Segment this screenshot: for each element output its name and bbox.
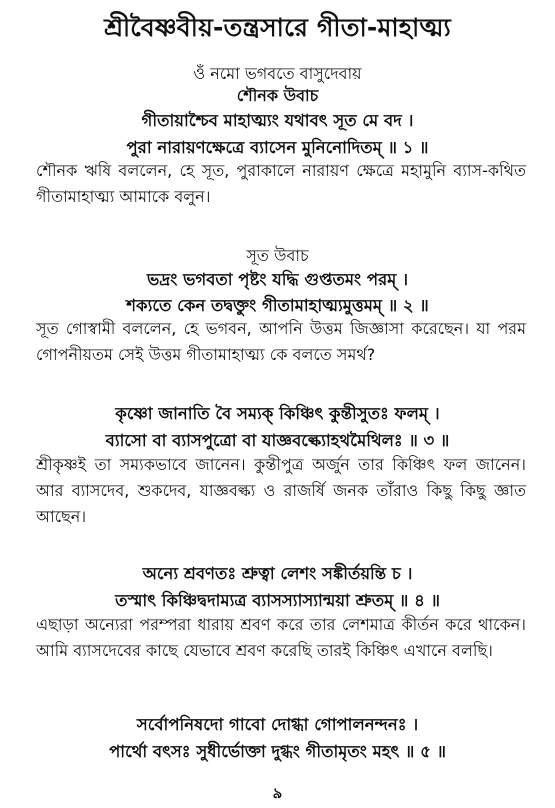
- speaker-suta: সূত উবাচ: [246, 246, 309, 265]
- translation-3: শ্রীকৃষ্ণই তা সম্যকভাবে জানেন। কুন্তীপুত্র অর্জুন তার কিঞ্চিৎ ফল জানেন। আর ব্যাসদেব, শুকদেব, যাজ্ঞবল্ক্য ও রাজর্ষি জনক তাঁরাও কিছু কিছু জ্ঞাত আছেন।: [36, 455, 526, 526]
- invocation: ওঁ নমো ভগবতে বাসুদেবায়: [193, 64, 362, 83]
- translation-1: শৌনক ঋষি বললেন, হে সূত, পুরাকালে নারায়ণ ক্ষেত্রে মহামুনি ব্যাস-কথিত গীতামাহাত্ম্য আমাকে বলুন।: [36, 161, 526, 206]
- verse-5-line-2: পার্থো বৎসঃ সুধীর্ভোক্তা দুগ্ধং গীতামৃতং মহৎ ॥ ৫ ॥: [109, 742, 446, 761]
- verse-2-line-2: শক্যতে কেন তদ্বক্তুং গীতামাহাত্ম্যমুত্তমম্ ॥ ২ ॥: [126, 296, 429, 315]
- verse-1-line-1: গীতায়াশ্চৈব মাহাত্ম্যং যথাবৎ সূত মে বদ ।: [141, 111, 414, 130]
- page-title: শ্রীবৈষ্ণবীয়-তন্ত্রসারে গীতা-মাহাত্ম্য: [104, 13, 451, 42]
- page-number: ৯: [272, 784, 283, 802]
- translation-2: সূত গোস্বামী বললেন, হে ভগবন, আপনি উত্তম জিজ্ঞাসা করেছেন। যা পরম গোপনীয়তম সেই উত্তম গীতামাহাত্ম্য কে বলতে সমর্থ?: [36, 319, 526, 364]
- verse-4-line-1: অন্যে শ্রবণতঃ শ্রুত্বা লেশং সঙ্কীর্তয়ন্তি চ ।: [142, 564, 413, 583]
- verse-1-line-2: পুরা নারায়ণক্ষেত্রে ব্যাসেন মুনিনোদিতম্ ॥ ১ ॥: [126, 138, 429, 157]
- verse-3-line-1: কৃষ্ণো জানাতি বৈ সম্যক্ কিঞ্চিৎ কুন্তীসুতঃ ফলম্ ।: [115, 404, 440, 423]
- verse-4-line-2: তস্মাৎ কিঞ্চিদ্বদাম্যত্র ব্যাসস্যাস্যান্ময়া শ্রুতম্ ॥ ৪ ॥: [115, 591, 440, 610]
- verse-5-line-1: সর্বোপনিষদো গাবো দোগ্ধা গোপালনন্দনঃ ।: [136, 715, 419, 734]
- translation-4: এছাড়া অন্যেরা পরম্পরা ধারায় শ্রবণ করে তার লেশমাত্র কীর্তন করে থাকেন। আমি ব্যাসদেবের কাছে যেভাবে শ্রবণ করেছি তারই কিঞ্চিৎ এখানে বলছি।: [36, 615, 526, 660]
- verse-3-line-2: ব্যাসো বা ব্যাসপুত্রো বা যাজ্ঞবল্ক্যোহথমৈথিলঃ ॥ ৩ ॥: [105, 431, 450, 450]
- verse-2-line-1: ভদ্রং ভগবতা পৃষ্টং যদ্ধি গুপ্ততমং পরম্ ।: [147, 270, 408, 289]
- speaker-shaunaka: শৌনক উবাচ: [236, 86, 319, 105]
